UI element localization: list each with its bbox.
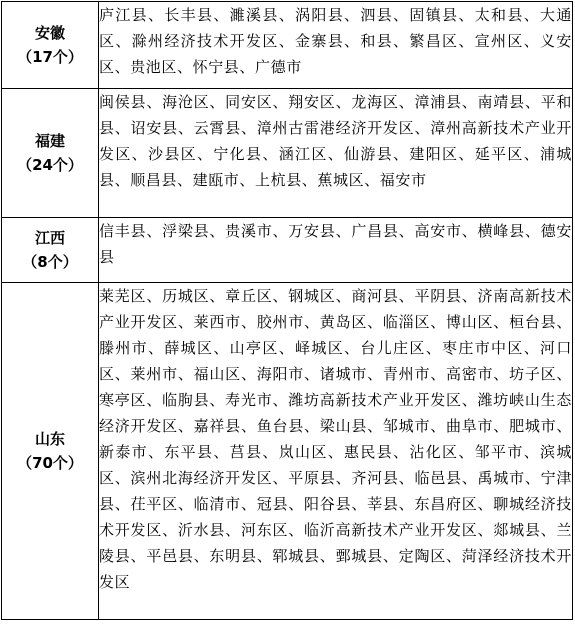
county-list-shandong: 莱芜区、历城区、章丘区、钢城区、商河县、平阴县、济南高新技术产业开发区、莱西市、胶州市、黄岛区、临淄区、博山区、桓台县、滕州市、薛城区、山亭区、峄城区、台儿庄区、枣庄市中区、河口区、莱州市、福山区、海阳市、诸城市、青州市、高密市、坊子区、寒亭区、临朐县、寿光市、潍坊高新技术产业开发区、潍坊峡山生态经济开发区、嘉祥县、鱼台县、梁山县、邹城市、曲阜市、肥城市、新泰市、东平县、莒县、岚山区、惠民县、沾化区、邹平市、滨城区、滨州北海经济开发区、平原县、齐河县、临邑县、禹城市、宁津县、茌平区、临清市、冠县、阳谷县、莘县、东昌府区、聊城经济技术开发区、沂水县、河东区、临沂高新技术产业开发区、郯城县、兰陵县、平邑县、东明县、郓城县、鄄城县、定陶区、菏泽经济技术开发区 xyxy=(99,283,573,620)
table-row-fujian xyxy=(2,89,573,218)
table-row-anhui xyxy=(2,2,573,89)
province-name: 福建 xyxy=(34,132,65,150)
table-row-jiangxi xyxy=(2,218,573,283)
province-count: （70个） xyxy=(17,454,83,472)
province-cell-jiangxi xyxy=(2,218,99,283)
province-cell-shandong xyxy=(2,283,99,620)
province-count: （8个） xyxy=(22,253,78,271)
province-cell-anhui xyxy=(2,2,99,89)
province-name: 江西 xyxy=(34,229,65,247)
county-list-jiangxi: 信丰县、浮梁县、贵溪市、万安县、广昌县、高安市、横峰县、德安县 xyxy=(99,218,573,283)
province-count: （24个） xyxy=(17,156,83,174)
province-name: 安徽 xyxy=(34,24,65,42)
county-list-table xyxy=(1,1,573,620)
province-count: （17个） xyxy=(17,48,83,66)
county-list-fujian: 闽侯县、海沧区、同安区、翔安区、龙海区、漳浦县、南靖县、平和县、诏安县、云霄县、漳州古雷港经济开发区、漳州高新技术产业开发区、沙县区、宁化县、涵江区、仙游县、建阳区、延平区、浦城县、顺昌县、建瓯市、上杭县、蕉城区、福安市 xyxy=(99,89,573,218)
county-list-anhui: 庐江县、长丰县、濉溪县、涡阳县、泗县、固镇县、太和县、大通区、滁州经济技术开发区、金寨县、和县、繁昌区、宣州区、义安区、贵池区、怀宁县、广德市 xyxy=(99,2,573,89)
table-row-shandong xyxy=(2,283,573,620)
province-cell-fujian xyxy=(2,89,99,218)
province-name: 山东 xyxy=(34,430,65,448)
